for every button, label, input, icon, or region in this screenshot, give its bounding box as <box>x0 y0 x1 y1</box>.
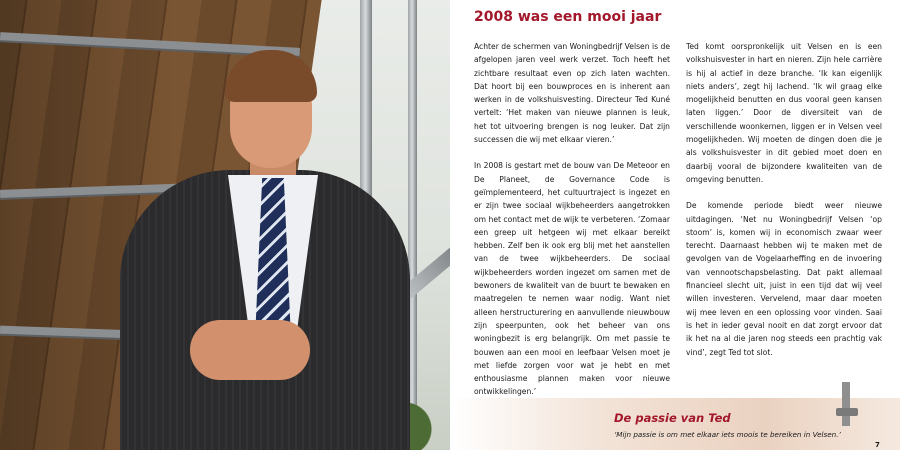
text-column-left <box>474 40 670 412</box>
article-title: 2008 was een mooi jaar <box>474 9 662 25</box>
folded-hands <box>190 320 310 380</box>
quote-text: ‘Mijn passie is om met elkaar iets moois te bereiken in Velsen.’ <box>614 430 841 439</box>
page-number: 7 <box>875 441 880 449</box>
scaffold-clamp-decoration <box>836 408 858 416</box>
paragraph: De komende periode biedt weer nieuwe uitdagingen. ‘Net nu Woningbedrijf Velsen ‘op stoom’ is, komen wij in economisch zwaar weer terecht. Daarnaast hebben wij te maken met de gevolgen van de Vogelaarheffing en de invoering van vennootschapsbelasting. Dat pakt allemaal financieel slecht uit, juist in een tijd dat wij veel willen investeren. Vervelend, maar daar moeten wij mee leven en een oplossing voor vinden. Saai is het in ieder geval nooit en dat zorgt ervoor dat ik het na al die jaren nog steeds een prachtig vak vind’, zegt Ted tot slot. <box>686 201 882 357</box>
text-column-right <box>686 40 882 372</box>
paragraph: Ted komt oorspronkelijk uit Velsen en is een volkshuisvester in hart en nieren. Zijn hele carrière is hij al actief in deze branche. ‘Ik kan eigenlijk niets anders’, zegt hij lachend. ‘Ik wil graag elke mogelijkheid benutten en dus vooral geen kansen laten liggen.’ Door de diversiteit van de verschillende woonkernen, liggen er in Velsen veel mogelijkheden. Wij moeten de dingen doen die je als volkshuisvester in dit gebied moet doen en daarbij vooral de bijzondere kwaliteiten van de omgeving benutten. <box>686 42 882 184</box>
hair <box>225 50 317 102</box>
quote-title: De passie van Ted <box>614 411 731 425</box>
scaffold-decoration <box>842 382 850 426</box>
paragraph: Achter de schermen van Woningbedrijf Velsen is de afgelopen jaren veel werk verzet. Toch heeft het zichtbare resultaat even op zich laten wachten. Dat hoort bij een bouwproces en is inherent aan werken in de volkshuisvesting. Directeur Ted Kuné vertelt: ‘Het maken van nieuwe plannen is leuk, het tot uitvoering brengen is nog leuker. Dat zijn successen die wij met elkaar vieren.’ <box>474 42 670 145</box>
paragraph: In 2008 is gestart met de bouw van De Meteoor en De Planeet, de Governance Code is geïmplementeerd, het cultuurtraject is ingezet en er zijn twee sociaal wijkbeheerders aangetrokken om het contact met de wijk te verbeteren. ‘Zomaar een greep uit hetgeen wij met elkaar bereikt hebben. Zelf ben ik ook erg blij met het aanstellen van de twee wijkbeheerders. De sociaal wijkbeheerders worden ingezet om samen met de bewoners de kwaliteit van de buurt te bewaken en maatregelen te nemen waar nodig. Want niet alleen herstructurering en aanvullende nieuwbouw zijn speerpunten, ook het beheer van ons woningbezit is erg belangrijk. Om met passie te bouwen aan een mooi en leefbaar Velsen moet je met liefde zorgen voor wat je hebt en met enthousiasme plannen maken voor nieuwe ontwikkelingen.’ <box>474 161 670 397</box>
man-in-suit <box>80 50 410 450</box>
